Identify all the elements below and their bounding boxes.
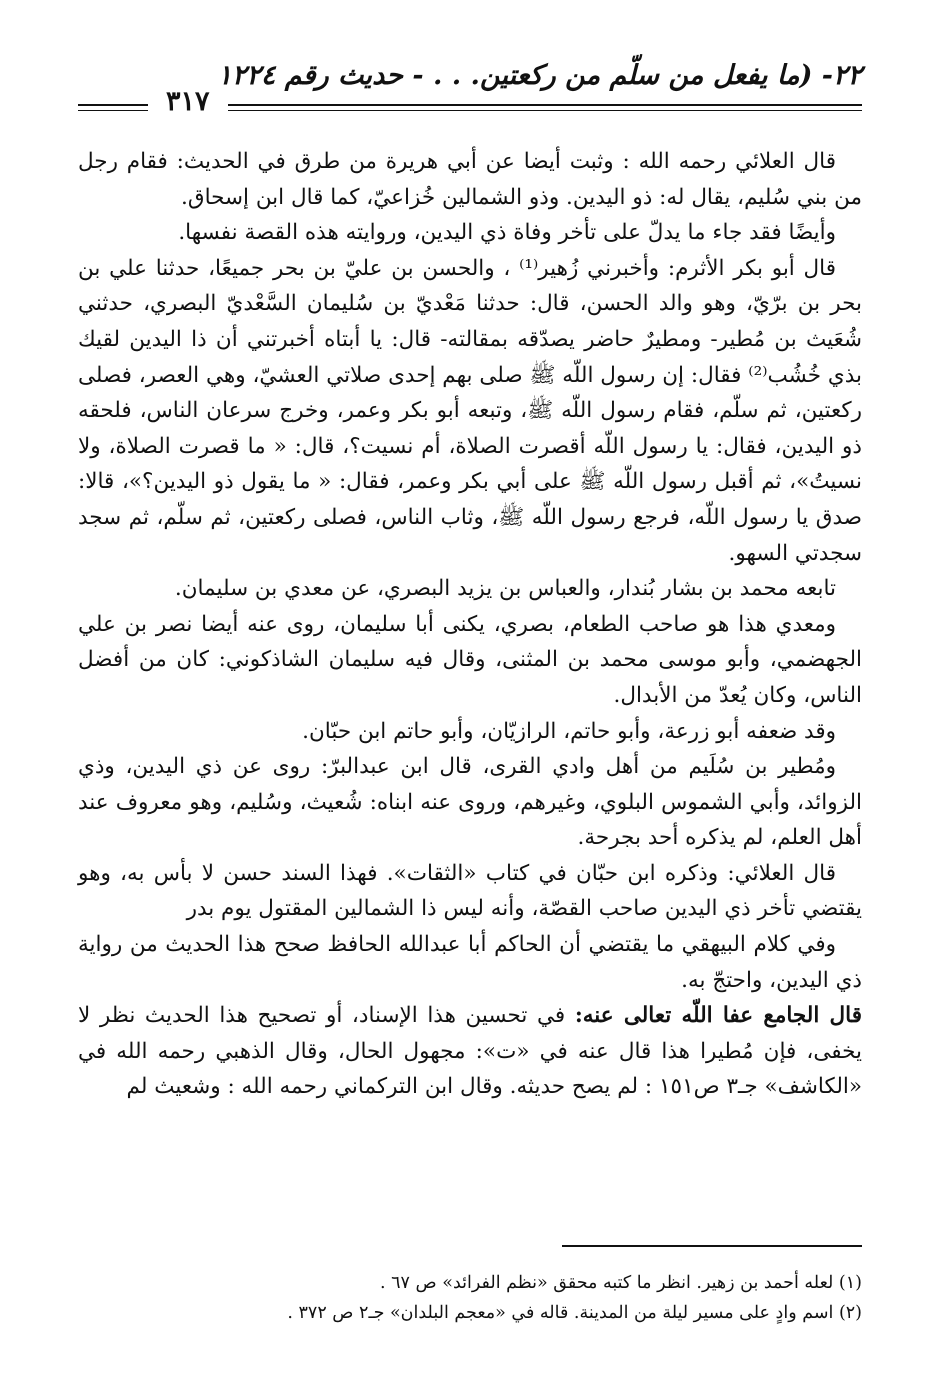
paragraph-6: وقد ضعفه أبو زرعة، وأبو حاتم، الرازيّان، وأبو حاتم ابن حبّان.: [302, 718, 836, 744]
closing-lead: قال الجامع عفا اللّه تعالى عنه:: [574, 1003, 862, 1029]
paragraph-4: تابعه محمد بن بشار بُندار، والعباس بن يزيد البصري، عن معدي بن سليمان.: [174, 576, 836, 602]
footnote-1: (١) لعله أحمد بن زهير. انظر ما كتبه محقق «نظم الفرائد» ص ٦٧ .: [380, 1273, 862, 1293]
closing-text: في تحسين هذا الإسناد، أو تصحيح هذا الحديث نظر لا يخفى، فإن مُطيرا هذا قال عنه في «ت»: مجهول الحال، وقال الذهبي رحمه الله في «الكاشف» جـ٣ ص١٥١ : لم يصح حديثه. وقال ابن التركماني رحمه الله : وشعيث لم: [78, 1003, 862, 1100]
footnotes: [78, 1268, 862, 1328]
paragraph-3: قال أبو بكر الأثرم: وأخبرني زُهير⁽¹⁾ ، والحسن بن عليّ بن بحر جميعًا، حدثنا علي بن بحر بن برّيّ، وهو والد الحسن، قال: حدثنا مَعْديّ بن سُليمان السَّعْديّ البصري، حدثني شُعَيث بن مُطير- ومطيرٌ حاضر يصدّقه بمقالته- قال: يا أبتاه أخبرتني أن ذا اليدين لقيك بذي خُشُب⁽²⁾ فقال: إن رسول اللّه ﷺ صلى بهم إحدى صلاتي العشيّ، وهي العصر، فصلى ركعتين، ثم سلّم، فقام رسول اللّه ﷺ، وتبعه أبو بكر وعمر، وخرج سرعان الناس، فلحقه ذو اليدين، فقال: يا رسول اللّه أقصرت الصلاة، أم نسيت؟، قال: « ما قصرت الصلاة، ولا نسيتُ»، ثم أقبل رسول اللّه ﷺ على أبي بكر وعمر، فقال: « ما يقول ذو اليدين؟»، قالا: صدق يا رسول اللّه، فرجع رسول اللّه ﷺ، وثاب الناس، فصلى ركعتين، ثم سلّم، ثم سجد سجدتي السهو.: [78, 255, 863, 566]
paragraph-7: ومُطير بن سُلَيم من أهل وادي القرى، قال ابن عبدالبرّ: روى عن ذي اليدين، وذي الزوائد، وأبي الشموس البلوي، وغيرهم، وروى عنه ابناه: شُعيث، وسُليم، وهو معروف عند أهل العلم، لم يذكره أحد بجرحة.: [78, 754, 862, 851]
paragraph-1: قال العلائي رحمه الله : وثبت أيضا عن أبي هريرة من طرق في الحديث: فقام رجل من بني سُليم، يقال له: ذو اليدين. وذو الشمالين خُزاعيّ، كما قال ابن إسحاق.: [78, 149, 862, 210]
header-rule: [228, 104, 862, 111]
paragraph-9: وفي كلام البيهقي ما يقتضي أن الحاكم أبا عبدالله الحافظ صحح هذا الحديث من رواية ذي اليدين، واحتجّ به.: [78, 932, 862, 993]
document-page: [78, 58, 862, 1348]
paragraph-2: وأيضًا فقد جاء ما يدلّ على تأخر وفاة ذي اليدين، وروايته هذه القصة نفسها.: [178, 220, 836, 246]
header-rule-left: [78, 104, 148, 111]
page-number: ٣١٧: [158, 86, 218, 117]
main-text: [78, 144, 862, 1105]
paragraph-5: ومعدي هذا هو صاحب الطعام، بصري، يكنى أبا سليمان، روى عنه أيضا نصر بن علي الجهضمي، وأبو موسى محمد بن المثنى، وقال فيه سليمان الشاذكوني: كان من أفضل الناس، وكان يُعدّ من الأبدال.: [78, 611, 862, 708]
footnote-separator: [562, 1245, 862, 1247]
closing-paragraph: [78, 998, 862, 1105]
running-title: ٢٢- (ما يفعل من سلّم من ركعتين. . . - حديث رقم ١٢٢٤: [217, 60, 862, 91]
footnote-2: (٢) اسم وادٍ على مسير ليلة من المدينة. قاله في «معجم البلدان» جـ٢ ص ٣٧٢ .: [287, 1303, 862, 1323]
page-header: [78, 58, 862, 117]
paragraph-8: قال العلائي: وذكره ابن حبّان في كتاب «الثقات». فهذا السند حسن لا بأس به، وهو يقتضي تأخر ذي اليدين صاحب القصّة، وأنه ليس ذا الشمالين المقتول يوم بدر: [78, 860, 862, 922]
